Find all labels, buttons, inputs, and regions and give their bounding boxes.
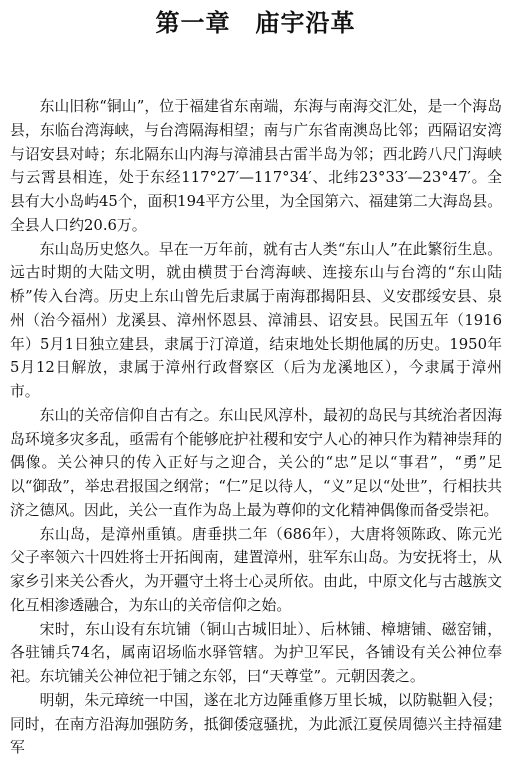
paragraph-guandi-belief: 东山的关帝信仰自古有之。东山民风淳朴，最初的岛民与其统治者因海岛环境多灾多乱，亟需有个能够庇护社稷和安宁人心的神只作为精神崇拜的偶像。关公神只的传入正好与之迎合，关公的“忠”足以“事君”，“勇”足以“御敌”，举忠君报国之纲常；“仁”足以待人，“义”足以“处世”，行相扶共济之德风。因此，关公一直作为岛上最为尊仰的文化精神偶像而备受崇祀。	[10, 406, 502, 519]
paragraph-ming-dynasty: 明朝，朱元璋统一中国，遂在北方边陲重修万里长城，以防鞑靼入侵；同时，在南方沿海加强防务，抵御倭寇骚扰，为此派江夏侯周德兴主持福建军	[10, 691, 502, 757]
paragraph-geography: 东山旧称“铜山”，位于福建省东南端，东海与南海交汇处，是一个海岛县，东临台湾海峡，与台湾隔海相望；南与广东省南澳岛比邻；西隔诏安湾与诏安县对峙；东北隔东山内海与漳浦县古雷半岛为邻；西北跨八尺门海峡与云霄县相连，处于东经117°27′—117°34′、北纬23°33′—23°47′。全县有大小岛屿45个，面积194平方公里，为全国第六、福建第二大海岛县。全县人口约20.6万。	[10, 98, 502, 234]
paragraph-tang-dynasty: 东山岛，是漳州重镇。唐垂拱二年（686年），大唐将领陈政、陈元光父子率领六十四姓将士开拓闽南，建置漳州，驻军东山岛。为安抚将士，从家乡引来关公香火，为开疆守土将士心灵所依。由此，中原文化与古越族文化互相渗透融合，为东山的关帝信仰之始。	[10, 525, 502, 614]
chapter-body	[10, 95, 502, 760]
page-title: 第一章 庙宇沿革	[155, 8, 356, 37]
paragraph-song-dynasty: 宋时，东山设有东坑铺（铜山古城旧址）、后林铺、樟塘铺、磁窑铺，各驻铺兵74名，属南诏场临水驿管辖。为护卫军民，各铺设有关公神位奉祀。东坑铺关公神位祀于铺之东邻，曰“天尊堂”。元朝因袭之。	[10, 620, 502, 685]
paragraph-history: 东山岛历史悠久。早在一万年前，就有古人类“东山人”在此繁衍生息。远古时期的大陆文明，就由横贯于台湾海峡、连接东山与台湾的“东山陆桥”传入台湾。历史上东山曾先后隶属于南海郡揭阳县、义安郡绥安县、泉州（治今福州）龙溪县、漳州怀恩县、漳浦县、诏安县。民国五年（1916年）5月1日独立建县，隶属于汀漳道，结束地处长期他属的历史。1950年5月12日解放，隶属于漳州行政督察区（后为龙溪地区），今隶属于漳州市。	[10, 240, 502, 400]
